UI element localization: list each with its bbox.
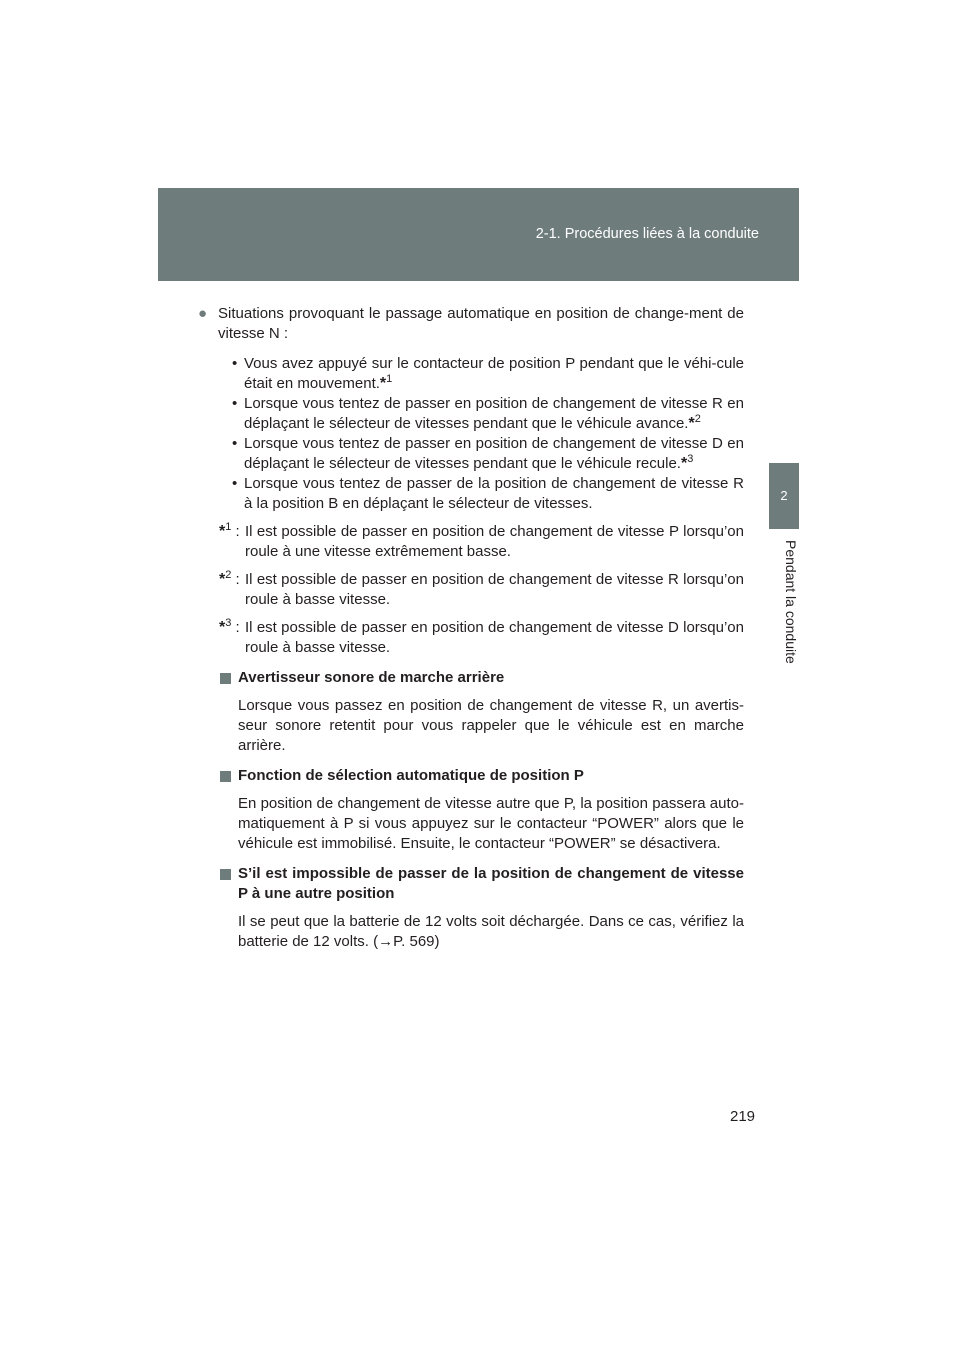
list-item-text: Lorsque vous tentez de passer de la position de changement de vitesse R à la position B en déplaçant le sélecteur de vitesses. (244, 475, 744, 512)
list-item-text: Vous avez appuyé sur le contacteur de position P pendant que le véhi-cule était en mouvement. (244, 355, 744, 392)
section-cannot-shift (238, 864, 744, 952)
footnote-text: Il est possible de passer en position de changement de vitesse P lorsqu’on roule à une vitesse extrêmement basse. (245, 523, 744, 560)
footnote (197, 618, 744, 658)
section-body: Lorsque vous passez en position de changement de vitesse R, un avertis-seur sonore retentit pour vous rappeler que le véhicule est en marche arrière. (238, 697, 744, 754)
section-title-text: Avertisseur sonore de marche arrière (238, 669, 505, 686)
situation-list (218, 354, 744, 514)
footnote-number: 1 (225, 521, 232, 533)
footnote-ref-number: 2 (694, 413, 701, 425)
section-auto-p (238, 766, 744, 854)
footnote-ref-star: * (379, 375, 387, 392)
footnote-star: * (219, 619, 226, 636)
footnote-marker (219, 522, 240, 542)
bullet-dot-icon: • (232, 475, 238, 492)
footnote-star: * (219, 523, 226, 540)
section-title (216, 668, 744, 688)
section-title-text: S’il est impossible de passer de la position de changement de vitesse P à une autre position (238, 865, 744, 902)
footnote-ref-number: 3 (687, 453, 694, 465)
list-item (197, 434, 744, 474)
footnote-star: * (219, 571, 226, 588)
square-bullet-icon (220, 771, 231, 782)
footnote-number: 3 (225, 617, 232, 629)
footnote-ref-number: 1 (386, 373, 393, 385)
section-title-text: Fonction de sélection automatique de position P (238, 767, 584, 784)
chapter-tab-number: 2 (769, 463, 799, 529)
footnote-marker (219, 618, 240, 638)
footnote-marker (219, 570, 240, 590)
square-bullet-icon (220, 869, 231, 880)
section-reverse-buzzer (238, 668, 744, 756)
footnote-text: Il est possible de passer en position de changement de vitesse D lorsqu’on roule à basse vitesse. (245, 619, 744, 656)
chapter-header (158, 188, 799, 281)
chapter-title: 2-1. Procédures liées à la conduite (535, 226, 759, 242)
footnote-text: Il est possible de passer en position de changement de vitesse R lorsqu’on roule à basse vitesse. (245, 571, 744, 608)
section-title (216, 864, 744, 904)
page-number: 219 (730, 1108, 756, 1125)
bullet-dot-icon: • (232, 395, 238, 412)
section-title (216, 766, 744, 786)
footnote-ref-star: * (688, 415, 695, 432)
list-item (197, 474, 744, 514)
chapter-tab-label: Pendant la conduite (783, 540, 799, 664)
footnote-separator: : (235, 523, 240, 540)
section-body: En position de changement de vitesse autre que P, la position passera auto-matiquement à P si vous appuyez sur le contacteur “POWER” alors que le véhicule est immobilisé. Ensuite, le contacteur “POWER” se désactivera. (238, 795, 744, 852)
footnote-separator: : (235, 571, 240, 588)
footnote-list (218, 522, 744, 658)
footnote-separator: : (235, 619, 240, 636)
square-bullet-icon (220, 673, 231, 684)
footnote (197, 522, 744, 562)
footnote (197, 570, 744, 610)
list-item (197, 354, 744, 394)
intro-paragraph (198, 304, 744, 344)
footnote-number: 2 (225, 569, 232, 581)
list-item-text: Lorsque vous tentez de passer en position de changement de vitesse R en déplaçant le sélecteur de vitesses pendant que le véhicule avance. (244, 395, 744, 432)
footnote-ref-star: * (680, 455, 688, 472)
intro-text: Situations provoquant le passage automatique en position de change-ment de vitesse N : (218, 305, 744, 342)
list-item (197, 394, 744, 434)
page-content (198, 304, 744, 952)
bullet-dot-icon: • (232, 355, 238, 372)
section-body: Il se peut que la batterie de 12 volts soit déchargée. Dans ce cas, vérifiez la batterie de 12 volts. (→P. 569) (238, 913, 744, 950)
circle-bullet-icon: ● (198, 305, 208, 322)
bullet-dot-icon: • (232, 435, 238, 452)
list-item-text: Lorsque vous tentez de passer en position de changement de vitesse D en déplaçant le sélecteur de vitesses pendant que le véhicule recule. (244, 435, 744, 472)
